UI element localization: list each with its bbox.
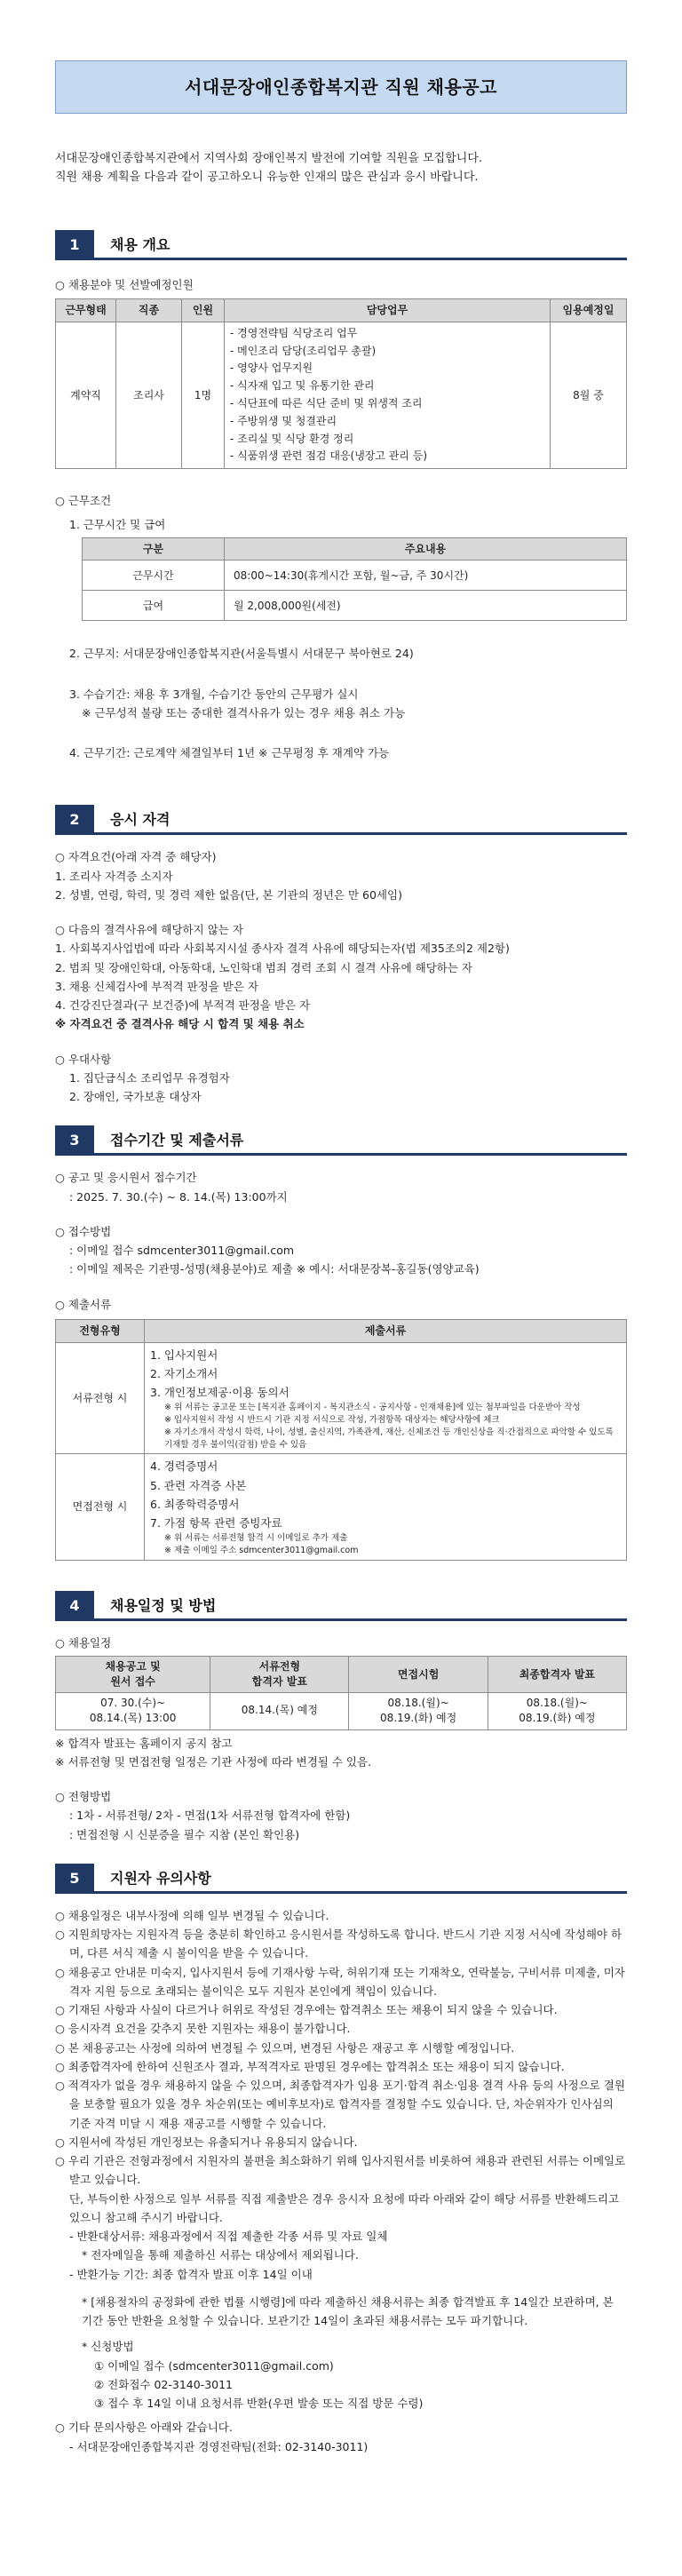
documents-cell — [145, 1454, 627, 1561]
applicant-notice-list — [55, 1906, 627, 2190]
duty-item: - 식자재 입고 및 유통기한 관리 — [230, 379, 375, 393]
schedule-note: ※ 서류전형 및 면접전형 일정은 기관 사정에 따라 변경될 수 있음. — [55, 1754, 372, 1769]
duty-item: - 영양사 업무지원 — [230, 362, 313, 375]
duty-list — [230, 325, 544, 465]
contact-heading: ○ 기타 문의사항은 아래와 같습니다. — [55, 2421, 233, 2435]
notice-subitem: - 반환대상서류: 채용과정에서 직접 제출한 각종 서류 및 자료 일체 — [69, 2230, 388, 2243]
table-cell: 8월 중 — [551, 322, 627, 468]
section-title: 응시 자격 — [110, 811, 170, 829]
documents-cell — [145, 1342, 627, 1454]
table-header: 채용공고 및 원서 접수 — [56, 1657, 210, 1693]
table-cell: 월 2,008,000원(세전) — [225, 591, 627, 621]
table-cell: 면접전형 시 — [56, 1454, 145, 1561]
table-cell: 07. 30.(수)~ 08.14.(목) 13:00 — [56, 1692, 210, 1729]
apply-method-item: ③ 접수 후 14일 이내 요청서류 반환(우편 발송 또는 직접 방문 수령) — [94, 2397, 424, 2410]
intro-text — [55, 149, 627, 187]
apply-method-item: ① 이메일 접수 (sdmcenter3011@gmail.com) — [94, 2358, 334, 2373]
application-period: : 2025. 7. 30.(수) ~ 8. 14.(목) 13:00까지 — [69, 1189, 288, 1204]
duty-item: - 식단표에 따른 식단 준비 및 위생적 조리 — [230, 397, 423, 410]
selection-method: : 1차 - 서류전형/ 2차 - 면접(1차 서류전형 합격자에 한함) — [69, 1809, 351, 1823]
recruit-field-heading: ○ 채용분야 및 선발예정인원 — [55, 277, 194, 291]
document-item: 3. 개인정보제공·이용 동의서 — [150, 1386, 289, 1400]
recruit-field-table — [55, 298, 627, 469]
section-number: 1 — [55, 230, 94, 258]
schedule-note: ※ 합격자 발표는 홈페이지 공지 참고 — [55, 1736, 233, 1750]
document-item: 1. 입사지원서 — [150, 1348, 218, 1362]
table-cell: 08.14.(목) 예정 — [210, 1692, 349, 1729]
apply-method-heading: * 신청방법 — [82, 2340, 134, 2354]
table-cell: 08.18.(월)~ 08.19.(화) 예정 — [488, 1692, 626, 1729]
disqualification-note: ※ 자격요건 중 결격사유 해당 시 합격 및 채용 취소 — [55, 1017, 305, 1031]
notice-item: ○ 채용공고 안내문 미숙지, 입사지원서 등에 기재사항 누락, 허위기재 또는 기재착오, 연락불능, 구비서류 미제출, 미자격자 지원 등으로 초래되는 불이익은 모두 지원자 본인에게 책임이 있습니다. — [55, 1965, 625, 1998]
table-cell: 08.18.(월)~ 08.19.(화) 예정 — [349, 1692, 488, 1729]
table-cell: 조리사 — [116, 322, 182, 468]
table-row — [56, 1342, 627, 1454]
table-cell: 1명 — [182, 322, 225, 468]
table-header: 근무형태 — [56, 299, 116, 322]
work-condition-item: 1. 근무시간 및 급여 — [69, 517, 166, 531]
table-header: 담당업무 — [225, 299, 551, 322]
table-header: 면접시험 — [349, 1657, 488, 1693]
preference-item: 2. 장애인, 국가보훈 대상자 — [69, 1090, 202, 1104]
application-period-heading: ○ 공고 및 응시원서 접수기간 — [55, 1171, 197, 1185]
disqualification-item: 4. 건강진단결과(구 보건증)에 부적격 판정을 받은 자 — [55, 998, 311, 1013]
table-cell: 근무시간 — [83, 561, 225, 591]
salary-table — [82, 537, 627, 622]
section-number: 2 — [55, 805, 94, 832]
section-4-header — [55, 1591, 627, 1621]
table-header: 인원 — [182, 299, 225, 322]
apply-method-item: ② 전화접수 02-3140-3011 — [94, 2377, 234, 2391]
notice-item: ○ 채용일정은 내부사정에 의해 일부 변경될 수 있습니다. — [55, 1908, 329, 1922]
section-title: 접수기간 및 제출서류 — [110, 1132, 244, 1149]
table-row — [83, 591, 627, 621]
disqualification-heading: ○ 다음의 결격사유에 해당하지 않는 자 — [55, 923, 243, 937]
selection-method: : 면접전형 시 신분증을 필수 지참 (본인 확인용) — [69, 1827, 300, 1841]
requirement-heading: ○ 자격요건(아래 자격 중 해당자) — [55, 850, 217, 864]
document-item: 2. 자기소개서 — [150, 1366, 218, 1380]
table-header: 전형유형 — [56, 1319, 145, 1342]
duty-item: - 주방위생 및 청결관리 — [230, 414, 337, 427]
documents-table — [55, 1319, 627, 1561]
application-method-heading: ○ 접수방법 — [55, 1224, 112, 1238]
page-title: 서대문장애인종합복지관 직원 채용공고 — [55, 60, 627, 114]
work-condition-note: ※ 근무성적 불량 또는 중대한 결격사유가 있는 경우 채용 취소 가능 — [82, 705, 406, 720]
work-condition-item: 3. 수습기간: 채용 후 3개월, 수습기간 동안의 근무평가 실시 — [69, 687, 359, 701]
table-header: 최종합격자 발표 — [488, 1657, 626, 1693]
documents-heading: ○ 제출서류 — [55, 1297, 112, 1311]
duty-item: - 식품위생 관련 점검 대응(냉장고 관리 등) — [230, 449, 428, 463]
work-condition-item: 2. 근무지: 서대문장애인종합복지관(서울특별시 서대문구 북아현로 24) — [69, 647, 414, 661]
section-5-header — [55, 1864, 627, 1894]
notice-item: ○ 지원서에 작성된 개인정보는 유출되거나 유용되지 않습니다. — [55, 2135, 358, 2149]
table-header: 서류전형 합격자 발표 — [210, 1657, 349, 1693]
notice-item: ○ 지원희망자는 지원자격 등을 충분히 확인하고 응시원서를 작성하도록 합니다. 반드시 기관 지정 서식에 작성해야 하며, 다른 서식 제출 시 불이익을 받을 수 있습니다. — [55, 1928, 623, 1960]
table-header: 제출서류 — [145, 1319, 627, 1342]
preference-heading: ○ 우대사항 — [55, 1052, 112, 1066]
document-item: 5. 관련 자격증 사본 — [150, 1478, 247, 1492]
disqualification-item: 1. 사회복지사업법에 따라 사회복지시설 종사자 결격 사유에 해당되는자(법 제35조의2 제2항) — [55, 942, 510, 956]
section-title: 채용일정 및 방법 — [110, 1596, 217, 1614]
notice-item: ○ 본 채용공고는 사정에 의하여 변경될 수 있으며, 변경된 사항은 재공고 후 시행할 예정입니다. — [55, 2040, 515, 2055]
notice-item: ○ 응시자격 요건을 갖추지 못한 지원자는 채용이 불가합니다. — [55, 2022, 351, 2036]
document-note: ※ 위 서류는 공고문 또는 [복지관 홈페이지 - 복지관소식 - 공지사항 - 인재채용]에 있는 첨부파일을 다운받아 작성 — [164, 1403, 581, 1413]
section-title: 채용 개요 — [110, 235, 170, 253]
table-row — [56, 1454, 627, 1561]
contact-info: - 서대문장애인종합복지관 경영전략팀(전화: 02-3140-3011) — [69, 2439, 369, 2453]
duties-cell — [225, 322, 551, 468]
document-note: ※ 위 서류는 서류전형 합격 시 이메일로 추가 제출 — [164, 1533, 348, 1544]
section-1-header — [55, 230, 627, 260]
notice-subitem: 단, 부득이한 사정으로 일부 서류를 직접 제출받은 경우 응시자 요청에 따라 아래와 같이 해당 서류를 반환해드리고 있으니 참고해 주시기 바랍니다. — [69, 2191, 620, 2224]
document-note: ※ 제출 이메일 주소 sdmcenter3011@gmail.com — [164, 1546, 359, 1556]
duty-item: - 조리실 및 식당 환경 정리 — [230, 432, 354, 445]
notice-item: ○ 우리 기관은 전형과정에서 지원자의 불편을 최소화하기 위해 입사지원서를 비롯하여 채용과 관련된 서류는 이메일로 받고 있습니다. — [55, 2154, 626, 2187]
work-condition-item: 4. 근무기간: 근로계약 체결일부터 1년 ※ 근무평정 후 재계약 가능 — [69, 746, 390, 760]
table-header: 직종 — [116, 299, 182, 322]
table-header: 구분 — [83, 537, 225, 561]
application-method: : 이메일 접수 sdmcenter3011@gmail.com — [69, 1244, 295, 1258]
intro-line: 직원 채용 계획을 다음과 같이 공고하오니 유능한 인재의 많은 관심과 응시 바랍니다. — [55, 171, 479, 185]
work-condition-heading: ○ 근무조건 — [55, 494, 112, 508]
table-cell: 계약직 — [56, 322, 116, 468]
schedule-table — [55, 1656, 627, 1729]
table-row — [56, 322, 627, 468]
section-2-header — [55, 805, 627, 835]
table-row — [56, 1692, 627, 1729]
section-number: 4 — [55, 1591, 94, 1618]
notice-item: ○ 적격자가 없을 경우 채용하지 않을 수 있으며, 최종합격자가 임용 포기·합격 취소·임용 결격 사유 등의 사정으로 결원을 보충할 필요가 있을 경우 차순위(또는 예비후보자)로 합격자를 결정할 수도 있습니다. 단, 차순위자가 인사심의 기준 자격 미달 시 재용 재공고를 시행할 수 있습니다. — [55, 2079, 625, 2130]
section-number: 3 — [55, 1125, 94, 1153]
law-note: * [채용절차의 공정화에 관한 법률 시행령]에 따라 제출하신 채용서류는 최종 합격발표 후 14일간 보관하며, 본 기간 동안 반환을 요청할 수 있습니다. 보관기간 14일이 초과된 채용서류는 모두 파기합니다. — [82, 2294, 614, 2327]
table-header: 임용예정일 — [551, 299, 627, 322]
application-method: : 이메일 제목은 기관명-성명(채용분야)로 제출 ※ 예시: 서대문장복-홍길동(영양교육) — [69, 1262, 480, 1276]
salary-table-wrap — [55, 537, 627, 622]
section-number: 5 — [55, 1864, 94, 1891]
table-cell: 서류전형 시 — [56, 1342, 145, 1454]
document-item: 7. 가점 항목 관련 증빙자료 — [150, 1516, 282, 1530]
document-note: ※ 자기소개서 작성시 학력, 나이, 성별, 출신지역, 가족관계, 재산, 신체조건 등 개인신상을 직·간접적으로 파악할 수 있도록 기재할 경우 불이익(감점) 받을 수 있음 — [164, 1427, 614, 1450]
table-cell: 급여 — [83, 591, 225, 621]
notice-subitem: * 전자메일을 통해 제출하신 서류는 대상에서 제외됩니다. — [82, 2248, 359, 2262]
disqualification-item: 3. 채용 신체검사에 부적격 판정을 받은 자 — [55, 979, 258, 993]
table-cell: 08:00~14:30(휴게시간 포함, 월~금, 주 30시간) — [225, 561, 627, 591]
requirement-item: 2. 성별, 연령, 학력, 및 경력 제한 없음(단, 본 기관의 정년은 만 60세임) — [55, 887, 402, 902]
duty-item: - 메인조리 담당(조리업무 총괄) — [230, 344, 377, 357]
document-note: ※ 입사지원서 작성 시 반드시 기관 지정 서식으로 작성, 가점항목 대상자는 해당사항에 체크 — [164, 1415, 500, 1426]
schedule-heading: ○ 채용일정 — [55, 1635, 112, 1650]
table-row — [83, 561, 627, 591]
document-item: 4. 경력증명서 — [150, 1459, 218, 1474]
disqualification-item: 2. 범죄 및 장애인학대, 아동학대, 노인학대 범죄 경력 조회 시 결격 사유에 해당하는 자 — [55, 960, 473, 974]
duty-item: - 경영전략팀 식당조리 업무 — [230, 326, 358, 339]
preference-item: 1. 집단급식소 조리업무 유경험자 — [69, 1070, 230, 1085]
section-3-header — [55, 1125, 627, 1156]
notice-subitem: - 반환가능 기간: 최종 합격자 발표 이후 14일 이내 — [69, 2267, 313, 2281]
notice-item: ○ 최종합격자에 한하여 신원조사 결과, 부적격자로 판명된 경우에는 합격취소 또는 채용이 되지 않습니다. — [55, 2059, 565, 2073]
intro-line: 서대문장애인종합복지관에서 지역사회 장애인복지 발전에 기여할 직원을 모집합니다. — [55, 152, 483, 165]
table-header: 주요내용 — [225, 537, 627, 561]
document-item: 6. 최종학력증명서 — [150, 1497, 240, 1511]
requirement-item: 1. 조리사 자격증 소지자 — [55, 869, 173, 883]
notice-item: ○ 기재된 사항과 사실이 다르거나 허위로 작성된 경우에는 합격취소 또는 채용이 되지 않을 수 있습니다. — [55, 2003, 558, 2016]
section-title: 지원자 유의사항 — [110, 1869, 211, 1887]
selection-method-heading: ○ 전형방법 — [55, 1790, 112, 1803]
